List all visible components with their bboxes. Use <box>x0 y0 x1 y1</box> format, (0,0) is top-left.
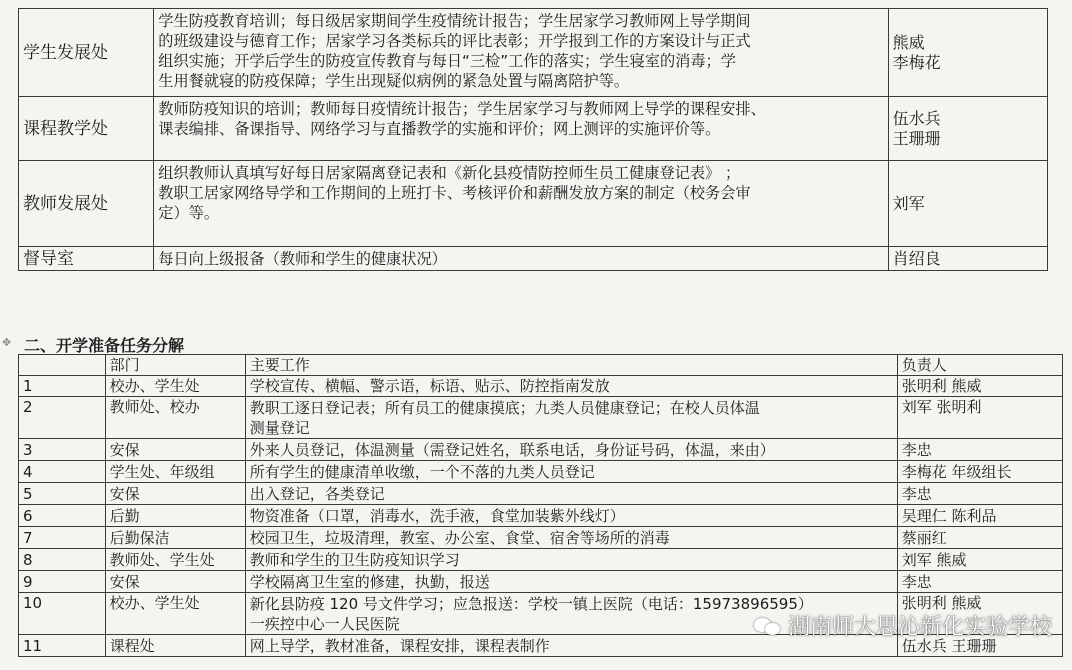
work-cell <box>245 376 897 397</box>
dept-cell: 教师处、学生处 <box>105 549 245 571</box>
no-cell: 5 <box>19 483 106 505</box>
table-header-row <box>19 355 1063 376</box>
wechat-icon <box>754 615 782 637</box>
dept-cell: 后勤保洁 <box>105 527 245 549</box>
work-line: 的班级建设与德育工作；居家学习各类标兵的评比表彰；开学报到工作的方案设计与正式 <box>158 32 751 50</box>
header-cell-no <box>19 355 106 376</box>
work-line: 学生防疫教育培训；每日级居家期间学生疫情统计报告；学生居家学习教师网上导学期间 <box>158 12 751 30</box>
work-cell <box>245 505 897 527</box>
dept-cell: 后勤 <box>105 505 245 527</box>
work-cell <box>245 549 897 571</box>
dept-cell: 课程教学处 <box>19 97 154 161</box>
resp-line: 熊威 <box>892 32 925 52</box>
work-line: 新化县防疫 120 号文件学习；应急报送：学校一镇上医院（电话：15973896595） <box>249 594 813 613</box>
watermark-text: 湖南师大思沁新化实验学校 <box>787 615 1052 640</box>
dept-cell: 校办、学生处 <box>105 376 245 397</box>
dept-cell: 安保 <box>105 571 245 593</box>
table-move-handle-icon[interactable]: ✥ <box>2 336 12 349</box>
resp-cell: 吴理仁 陈利品 <box>897 505 1062 527</box>
work-cell <box>154 247 888 271</box>
work-cell <box>245 461 897 483</box>
work-line: 学校隔离卫生室的修建，执勤，报送 <box>249 572 490 591</box>
work-line: 外来人员登记，体温测量（需登记姓名，联系电话，身份证号码，体温，来由） <box>249 440 775 459</box>
no-cell: 2 <box>19 397 106 439</box>
table-row <box>19 527 1063 549</box>
work-line: 一疾控中心一人民医院 <box>249 614 400 633</box>
resp-cell <box>888 9 1047 97</box>
work-line: 测量登记 <box>249 418 310 437</box>
work-line: 出入登记，各类登记 <box>249 484 385 503</box>
dept-cell: 学生发展处 <box>19 9 154 97</box>
work-cell <box>245 571 897 593</box>
table-row <box>19 483 1063 505</box>
resp-cell <box>888 97 1047 161</box>
work-cell <box>245 397 897 439</box>
header-cell-dept: 部门 <box>105 355 245 376</box>
header-cell-work: 主要工作 <box>245 355 897 376</box>
work-line: 教职工居家网络导学和工作期间的上班打卡、考核评价和薪酬发放方案的制定（校务会审 <box>158 184 751 202</box>
work-line: 教师防疫知识的培训；教师每日疫情统计报告；学生居家学习与教师网上导学的课程安排、 <box>158 100 766 118</box>
resp-cell: 刘军 张明利 <box>897 397 1062 439</box>
dept-cell: 校办、学生处 <box>105 593 245 635</box>
work-line: 组织教师认真填写好每日居家隔离登记表和《新化县疫情防控师生员工健康登记表》 ； <box>158 164 741 182</box>
resp-cell: 张明利 熊威 <box>897 593 1062 635</box>
resp-cell: 李忠 <box>897 439 1062 461</box>
work-cell <box>154 161 888 247</box>
resp-line: 刘军 <box>892 193 925 213</box>
work-line: 网上导学，教材准备，课程安排，课程表制作 <box>249 636 550 655</box>
work-cell <box>245 527 897 549</box>
no-cell: 1 <box>19 376 106 397</box>
resp-line: 伍水兵 <box>892 108 941 128</box>
table-row <box>19 397 1063 439</box>
dept-cell: 课程处 <box>105 635 245 657</box>
table-row <box>19 97 1048 161</box>
no-cell: 8 <box>19 549 106 571</box>
resp-cell: 李忠 <box>897 571 1062 593</box>
resp-cell: 李忠 <box>897 483 1062 505</box>
table-row <box>19 505 1063 527</box>
resp-line: 李梅花 <box>892 52 941 72</box>
dept-cell: 督导室 <box>19 247 154 271</box>
dept-cell: 安保 <box>105 439 245 461</box>
dept-cell: 安保 <box>105 483 245 505</box>
no-cell: 11 <box>19 635 106 657</box>
table-row <box>19 461 1063 483</box>
table-row <box>19 247 1048 271</box>
work-line: 教师和学生的卫生防疫知识学习 <box>249 550 460 569</box>
resp-cell <box>888 161 1047 247</box>
resp-cell <box>888 247 1047 271</box>
work-line: 校园卫生，垃圾清理，教室、办公室、食堂、宿舍等场所的消毒 <box>249 528 670 547</box>
table-row <box>19 571 1063 593</box>
work-cell <box>154 9 888 97</box>
no-cell: 6 <box>19 505 106 527</box>
work-cell <box>245 483 897 505</box>
resp-line: 王珊珊 <box>892 128 941 148</box>
work-line: 课表编排、备课指导、网络学习与直播教学的实施和评价；网上测评的实施评价等。 <box>158 120 721 138</box>
resp-cell: 蔡丽红 <box>897 527 1062 549</box>
work-line: 物资准备（口罩，消毒水，洗手液，食堂加装紫外线灯） <box>249 506 625 525</box>
work-line: 生用餐就寝的防疫保障；学生出现疑似病例的紧急处置与隔离陪护等。 <box>158 72 630 90</box>
resp-cell: 张明利 熊威 <box>897 376 1062 397</box>
no-cell: 10 <box>19 593 106 635</box>
section-title: 二、开学准备任务分解 <box>24 336 185 355</box>
source-watermark <box>754 610 1052 641</box>
resp-cell: 刘军 熊威 <box>897 549 1062 571</box>
no-cell: 9 <box>19 571 106 593</box>
work-line: 学校宣传、横幅、警示语，标语、贴示、防控指南发放 <box>249 377 610 395</box>
work-line: 组织实施；开学后学生的防疫宣传教育与每日“三检”工作的落实；学生寝室的消毒；学 <box>158 52 736 70</box>
table-row <box>19 439 1063 461</box>
no-cell: 3 <box>19 439 106 461</box>
work-cell <box>154 97 888 161</box>
table-row <box>19 549 1063 571</box>
table-row <box>19 161 1048 247</box>
dept-cell: 学生处、年级组 <box>105 461 245 483</box>
header-cell-resp: 负责人 <box>897 355 1062 376</box>
dept-cell: 教师发展处 <box>19 161 154 247</box>
resp-cell: 伍水兵 王珊珊 <box>897 635 1062 657</box>
work-line: 教职工逐日登记表；所有员工的健康摸底；九类人员健康登记；在校人员体温 <box>249 398 760 417</box>
table-row <box>19 376 1063 397</box>
work-line: 定）等。 <box>158 204 219 222</box>
dept-cell: 教师处、校办 <box>105 397 245 439</box>
no-cell: 4 <box>19 461 106 483</box>
work-cell <box>245 439 897 461</box>
responsibility-table <box>18 8 1048 271</box>
table-row <box>19 9 1048 97</box>
work-line: 每日向上级报备（教师和学生的健康状况） <box>158 249 447 268</box>
no-cell: 7 <box>19 527 106 549</box>
resp-line: 肖绍良 <box>892 248 941 268</box>
work-line: 所有学生的健康清单收缴，一个不落的九类人员登记 <box>249 462 595 481</box>
resp-cell: 李梅花 年级组长 <box>897 461 1062 483</box>
